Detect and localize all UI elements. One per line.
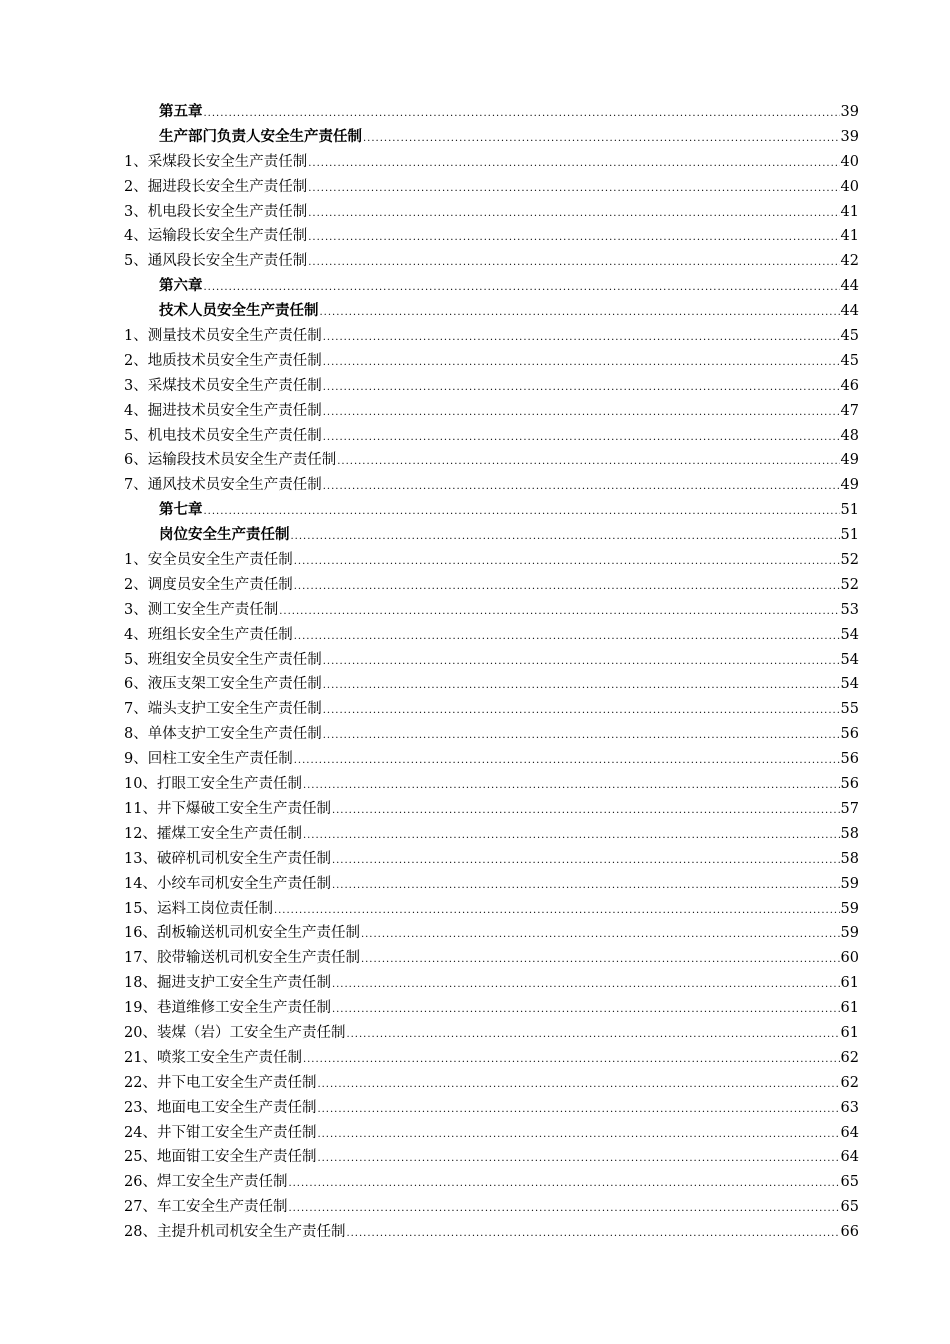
toc-page-number: 55: [840, 701, 859, 718]
toc-entry[interactable]: [124, 150, 859, 175]
toc-entry-title: 13、破碎机司机安全生产责任制: [124, 850, 331, 867]
toc-entry[interactable]: [124, 1170, 859, 1195]
toc-page-number: 58: [840, 825, 859, 842]
dot-leader: [308, 251, 839, 276]
toc-entry[interactable]: [124, 200, 859, 225]
toc-entry-title: 19、巷道维修工安全生产责任制: [124, 1000, 331, 1017]
toc-entry[interactable]: [124, 672, 859, 697]
toc-entry-title: 2、地质技术员安全生产责任制: [124, 352, 322, 369]
toc-page-number: 59: [840, 875, 859, 892]
toc-entry-title: 第六章: [159, 277, 203, 295]
toc-entry-title: 5、通风段长安全生产责任制: [124, 253, 308, 270]
toc-page-number: 39: [840, 128, 859, 145]
toc-entry-title: 27、车工安全生产责任制: [124, 1199, 288, 1216]
toc-entry[interactable]: [124, 897, 859, 922]
toc-entry[interactable]: [124, 1195, 859, 1220]
toc-entry[interactable]: [124, 1071, 859, 1096]
toc-heading[interactable]: [124, 100, 859, 125]
dot-leader: [204, 276, 840, 301]
toc-page-number: 62: [840, 1049, 859, 1066]
dot-leader: [317, 1073, 839, 1098]
dot-leader: [317, 1147, 839, 1172]
toc-entry-title: 5、班组安全员安全生产责任制: [124, 651, 322, 668]
toc-entry-title: 第七章: [159, 501, 203, 519]
toc-entry[interactable]: [124, 548, 859, 573]
toc-entry-title: 6、液压支架工安全生产责任制: [124, 676, 322, 693]
toc-page-number: 49: [840, 452, 859, 469]
toc-entry-title: 2、调度员安全生产责任制: [124, 576, 293, 593]
toc-entry-title: 12、攉煤工安全生产责任制: [124, 825, 302, 842]
toc-entry-title: 3、机电段长安全生产责任制: [124, 203, 308, 220]
dot-leader: [294, 749, 840, 774]
dot-leader: [308, 226, 839, 251]
dot-leader: [320, 301, 840, 326]
dot-leader: [288, 1172, 839, 1197]
toc-page-number: 40: [840, 153, 859, 170]
toc-page-number: 60: [840, 950, 859, 967]
dot-leader: [337, 450, 839, 475]
toc-entry-title: 22、井下电工安全生产责任制: [124, 1074, 317, 1091]
toc-entry[interactable]: [124, 324, 859, 349]
toc-entry-title: 3、采煤技术员安全生产责任制: [124, 377, 322, 394]
dot-leader: [323, 650, 840, 675]
toc-entry[interactable]: [124, 175, 859, 200]
dot-leader: [332, 799, 840, 824]
toc-entry-title: 第五章: [159, 103, 203, 120]
toc-entry[interactable]: [124, 996, 859, 1021]
toc-page-number: 41: [840, 228, 859, 245]
toc-page-number: 66: [840, 1224, 859, 1241]
toc-entry-title: 25、地面钳工安全生产责任制: [124, 1149, 317, 1166]
toc-page-number: 59: [840, 900, 859, 917]
toc-entry-title: 5、机电技术员安全生产责任制: [124, 427, 322, 444]
toc-entry[interactable]: [124, 722, 859, 747]
toc-entry[interactable]: [124, 424, 859, 449]
dot-leader: [308, 202, 839, 227]
toc-entry[interactable]: [124, 648, 859, 673]
toc-entry[interactable]: [124, 921, 859, 946]
dot-leader: [204, 500, 840, 525]
dot-leader: [361, 948, 840, 973]
toc-entry-title: 18、掘进支护工安全生产责任制: [124, 975, 331, 992]
toc-entry-title: 4、运输段长安全生产责任制: [124, 228, 308, 245]
toc-entry-title: 8、单体支护工安全生产责任制: [124, 726, 322, 743]
toc-entry-title: 23、地面电工安全生产责任制: [124, 1099, 317, 1116]
toc-page-number: 46: [840, 377, 859, 394]
toc-heading[interactable]: [124, 498, 859, 523]
toc-entry[interactable]: [124, 971, 859, 996]
dot-leader: [361, 923, 840, 948]
toc-page-number: 62: [840, 1074, 859, 1091]
toc-entry[interactable]: [124, 772, 859, 797]
toc-entry[interactable]: [124, 847, 859, 872]
toc-page-number: 49: [840, 477, 859, 494]
toc-entry-title: 4、掘进技术员安全生产责任制: [124, 402, 322, 419]
dot-leader: [274, 899, 840, 924]
dot-leader: [363, 127, 840, 152]
dot-leader: [204, 102, 840, 127]
toc-page-number: 65: [840, 1174, 859, 1191]
toc-page-number: 57: [840, 800, 859, 817]
toc-entry[interactable]: [124, 1145, 859, 1170]
dot-leader: [291, 525, 840, 550]
toc-page-number: 58: [840, 850, 859, 867]
toc-page-number: 54: [840, 626, 859, 643]
dot-leader: [332, 998, 840, 1023]
dot-leader: [317, 1098, 839, 1123]
dot-leader: [294, 550, 840, 575]
dot-leader: [317, 1123, 839, 1148]
dot-leader: [294, 575, 840, 600]
toc-entry-title: 16、刮板输送机司机安全生产责任制: [124, 925, 360, 942]
toc-page-number: 61: [840, 1024, 859, 1041]
toc-page-number: 42: [840, 253, 859, 270]
toc-page-number: 47: [840, 402, 859, 419]
toc-entry[interactable]: [124, 946, 859, 971]
toc-page-number: 54: [840, 676, 859, 693]
toc-entry-title: 1、安全员安全生产责任制: [124, 552, 293, 569]
toc-entry-title: 11、井下爆破工安全生产责任制: [124, 800, 331, 817]
toc-entry[interactable]: [124, 1220, 859, 1245]
toc-heading[interactable]: [124, 523, 859, 548]
toc-entry-title: 24、井下钳工安全生产责任制: [124, 1124, 317, 1141]
toc-entry[interactable]: [124, 1046, 859, 1071]
toc-entry-title: 3、测工安全生产责任制: [124, 601, 279, 618]
toc-page-number: 45: [840, 328, 859, 345]
toc-page-number: 41: [840, 203, 859, 220]
toc-page-number: 52: [840, 552, 859, 569]
toc-entry[interactable]: [124, 1121, 859, 1146]
dot-leader: [332, 849, 840, 874]
toc-entry[interactable]: [124, 822, 859, 847]
toc-entry-title: 10、打眼工安全生产责任制: [124, 776, 302, 793]
dot-leader: [332, 874, 840, 899]
toc-entry-title: 9、回柱工安全生产责任制: [124, 751, 293, 768]
dot-leader: [323, 426, 840, 451]
toc-page-number: 52: [840, 576, 859, 593]
toc-entry-title: 2、掘进段长安全生产责任制: [124, 178, 308, 195]
toc-page-number: 64: [840, 1149, 859, 1166]
toc-page-number: 56: [840, 751, 859, 768]
dot-leader: [323, 475, 840, 500]
toc-entry[interactable]: [124, 598, 859, 623]
dot-leader: [288, 1197, 839, 1222]
dot-leader: [308, 177, 839, 202]
toc-heading[interactable]: [124, 125, 859, 150]
toc-entry-title: 技术人员安全生产责任制: [159, 302, 319, 320]
dot-leader: [303, 1048, 840, 1073]
toc-page-number: 45: [840, 352, 859, 369]
toc-page-number: 61: [840, 975, 859, 992]
toc-page-number: 51: [840, 502, 859, 519]
toc-heading[interactable]: [124, 299, 859, 324]
toc-entry[interactable]: [124, 399, 859, 424]
toc-page-number: 51: [840, 527, 859, 544]
dot-leader: [323, 326, 840, 351]
dot-leader: [279, 600, 839, 625]
toc-entry-title: 岗位安全生产责任制: [159, 526, 290, 544]
toc-page-number: 61: [840, 1000, 859, 1017]
toc-entry[interactable]: [124, 1021, 859, 1046]
table-of-contents: [124, 100, 859, 1245]
toc-page-number: 56: [840, 776, 859, 793]
toc-entry[interactable]: [124, 697, 859, 722]
dot-leader: [332, 973, 840, 998]
toc-entry[interactable]: [124, 573, 859, 598]
toc-page-number: 63: [840, 1099, 859, 1116]
toc-page-number: 48: [840, 427, 859, 444]
toc-entry-title: 15、运料工岗位责任制: [124, 900, 273, 917]
dot-leader: [303, 774, 840, 799]
toc-entry[interactable]: [124, 797, 859, 822]
toc-entry[interactable]: [124, 623, 859, 648]
toc-entry-title: 17、胶带输送机司机安全生产责任制: [124, 950, 360, 967]
toc-entry-title: 26、焊工安全生产责任制: [124, 1174, 288, 1191]
toc-entry[interactable]: [124, 374, 859, 399]
toc-entry[interactable]: [124, 224, 859, 249]
dot-leader: [323, 674, 840, 699]
dot-leader: [323, 376, 840, 401]
toc-page-number: 59: [840, 925, 859, 942]
toc-entry-title: 4、班组长安全生产责任制: [124, 626, 293, 643]
toc-page-number: 44: [840, 303, 859, 320]
toc-page-number: 54: [840, 651, 859, 668]
dot-leader: [323, 351, 840, 376]
toc-entry-title: 14、小绞车司机安全生产责任制: [124, 875, 331, 892]
toc-entry[interactable]: [124, 349, 859, 374]
toc-page-number: 64: [840, 1124, 859, 1141]
toc-entry[interactable]: [124, 1096, 859, 1121]
toc-entry-title: 1、测量技术员安全生产责任制: [124, 328, 322, 345]
toc-entry[interactable]: [124, 872, 859, 897]
toc-heading[interactable]: [124, 274, 859, 299]
toc-entry-title: 6、运输段技术员安全生产责任制: [124, 452, 337, 469]
toc-entry[interactable]: [124, 249, 859, 274]
toc-entry-title: 生产部门负责人安全生产责任制: [159, 127, 362, 145]
toc-entry[interactable]: [124, 448, 859, 473]
toc-entry[interactable]: [124, 747, 859, 772]
toc-page-number: 53: [840, 601, 859, 618]
dot-leader: [323, 401, 840, 426]
toc-page-number: 40: [840, 178, 859, 195]
toc-entry-title: 21、喷浆工安全生产责任制: [124, 1049, 302, 1066]
toc-entry[interactable]: [124, 473, 859, 498]
dot-leader: [303, 824, 840, 849]
toc-page-number: 39: [840, 104, 859, 120]
toc-page-number: 56: [840, 726, 859, 743]
dot-leader: [346, 1023, 839, 1048]
toc-page-number: 44: [840, 278, 859, 295]
toc-entry-title: 1、采煤段长安全生产责任制: [124, 153, 308, 170]
dot-leader: [308, 152, 839, 177]
dot-leader: [346, 1222, 839, 1247]
toc-entry-title: 7、通风技术员安全生产责任制: [124, 477, 322, 494]
dot-leader: [294, 625, 840, 650]
dot-leader: [323, 724, 840, 749]
toc-entry-title: 7、端头支护工安全生产责任制: [124, 701, 322, 718]
toc-entry-title: 28、主提升机司机安全生产责任制: [124, 1224, 346, 1241]
dot-leader: [323, 699, 840, 724]
toc-page-number: 65: [840, 1199, 859, 1216]
toc-entry-title: 20、装煤（岩）工安全生产责任制: [124, 1024, 346, 1041]
